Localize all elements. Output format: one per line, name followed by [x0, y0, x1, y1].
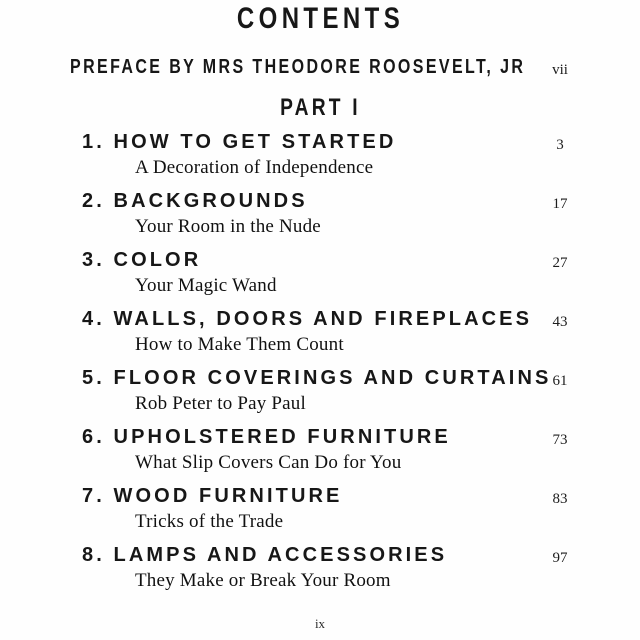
- toc-entry[interactable]: [0, 426, 640, 485]
- front-matter-page-number: vii: [552, 62, 568, 78]
- chapter-title-line: [82, 190, 308, 215]
- front-matter-entry: [0, 56, 640, 82]
- toc-entry[interactable]: [0, 544, 640, 603]
- chapter-title: 6. UPHOLSTERED FURNITURE: [82, 426, 451, 448]
- page-folio: ix: [314, 616, 326, 631]
- page-title: [0, 2, 640, 36]
- chapter-page-number: 97: [552, 550, 568, 566]
- front-matter-label: PREFACE BY MRS THEODORE ROOSEVELT, JR: [70, 56, 526, 78]
- toc-entry[interactable]: [0, 131, 640, 190]
- chapter-title: 4. WALLS, DOORS AND FIREPLACES: [82, 308, 533, 330]
- chapter-title: 7. WOOD FURNITURE: [82, 485, 343, 507]
- chapter-title: 8. LAMPS AND ACCESSORIES: [82, 544, 448, 566]
- page-title-text: CONTENTS: [236, 2, 404, 35]
- chapter-subtitle: Your Room in the Nude: [135, 216, 321, 237]
- chapter-title: 5. FLOOR COVERINGS AND CURTAINS: [82, 367, 552, 389]
- chapter-subtitle: What Slip Covers Can Do for You: [135, 452, 402, 473]
- chapter-title-line: [82, 544, 447, 569]
- part-heading-text: PART I: [279, 94, 361, 121]
- chapter-page-number: 83: [552, 491, 568, 507]
- chapter-subtitle: Rob Peter to Pay Paul: [135, 393, 306, 414]
- chapter-title-line: [82, 308, 532, 333]
- chapter-subtitle: How to Make Them Count: [135, 334, 344, 355]
- chapter-page-number: 27: [552, 255, 568, 271]
- toc-entry[interactable]: [0, 367, 640, 426]
- toc-entry[interactable]: [0, 190, 640, 249]
- chapter-title: 1. HOW TO GET STARTED: [82, 131, 397, 153]
- part-heading: [0, 94, 640, 122]
- chapter-page-number: 17: [552, 196, 568, 212]
- chapter-subtitle: Your Magic Wand: [135, 275, 277, 296]
- chapter-subtitle: They Make or Break Your Room: [135, 570, 391, 591]
- chapter-title: 3. COLOR: [82, 249, 202, 271]
- table-of-contents-list: [0, 131, 640, 603]
- chapter-page-number: 61: [552, 373, 568, 389]
- toc-entry[interactable]: [0, 308, 640, 367]
- chapter-title-line: [82, 367, 551, 392]
- chapter-title-line: [82, 426, 451, 451]
- chapter-title-line: [82, 485, 342, 510]
- chapter-subtitle: A Decoration of Independence: [135, 157, 374, 178]
- chapter-title-line: [82, 131, 396, 156]
- chapter-page-number: 43: [552, 314, 568, 330]
- toc-entry[interactable]: [0, 485, 640, 544]
- chapter-page-number: 73: [552, 432, 568, 448]
- chapter-title-line: [82, 249, 201, 274]
- chapter-subtitle: Tricks of the Trade: [135, 511, 284, 532]
- chapter-page-number: 3: [556, 137, 564, 153]
- chapter-title: 2. BACKGROUNDS: [82, 190, 308, 212]
- toc-entry[interactable]: [0, 249, 640, 308]
